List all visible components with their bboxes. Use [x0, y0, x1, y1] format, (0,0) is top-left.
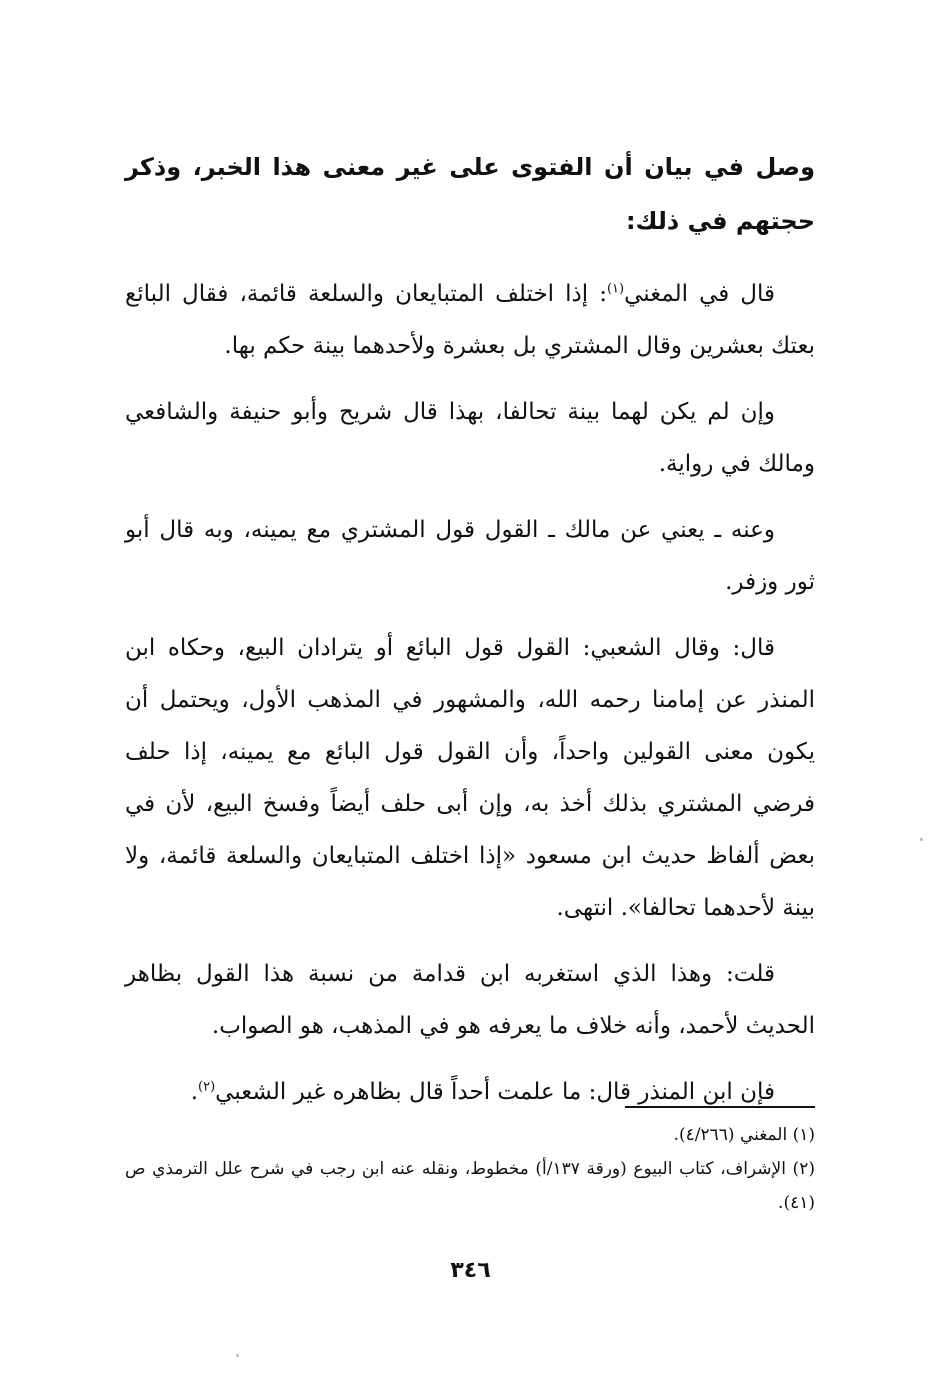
paragraph-text: قال في المغني: [624, 281, 775, 307]
footnote-divider: [625, 1106, 815, 1108]
paragraph-5: قلت: وهذا الذي استغربه ابن قدامة من نسبة هذا القول بظاهر الحديث لأحمد، وأنه خلاف ما يعرفه هو في المذهب، هو الصواب.: [125, 961, 815, 1039]
paragraph-2: وإن لم يكن لهما بينة تحالفا، بهذا قال شريح وأبو حنيفة والشافعي ومالك في رواية.: [125, 399, 815, 477]
paragraph-1: [125, 268, 815, 372]
paragraph-text: فإن ابن المنذر قال: ما علمت أحداً قال بظاهره غير الشعبي: [215, 1079, 775, 1105]
paragraph-text: : إذا اختلف المتبايعان والسلعة قائمة، فقال البائع بعتك بعشرين وقال المشتري بل بعشرة ولأحدهما بينة حكم بها.: [125, 281, 815, 359]
paragraph-text: .: [190, 1079, 199, 1105]
footnotes: [125, 1118, 815, 1220]
footnote-reference-1[interactable]: (١): [606, 281, 625, 297]
paragraph-3: وعنه ـ يعني عن مالك ـ القول قول المشتري مع يمينه، وبه قال أبو ثور وزفر.: [125, 517, 815, 595]
paragraph-6: [125, 1066, 815, 1118]
footnote-reference-2[interactable]: (٢): [198, 1079, 216, 1095]
section-heading: وصل في بيان أن الفتوى على غير معنى هذا الخبر، وذكر حجتهم في ذلك:: [125, 153, 815, 235]
page-number: ٣٤٦: [450, 1258, 491, 1283]
footnote-2: (٢) الإشراف، كتاب البيوع (ورقة ١٣٧/أ) مخطوط، ونقله عنه ابن رجب في شرح علل الترمذي ص (٤١).: [125, 1159, 815, 1213]
scan-speck: [236, 1354, 239, 1357]
main-text: [125, 140, 815, 1118]
scan-speck: [920, 838, 923, 841]
footnote-1: (١) المغني (٤/٢٦٦).: [673, 1125, 815, 1145]
paragraph-4: قال: وقال الشعبي: القول قول البائع أو يترادان البيع، وحكاه ابن المنذر عن إمامنا رحمه الله، والمشهور في المذهب الأول، ويحتمل أن يكون معنى القولين واحداً، وأن القول قول البائع مع يمينه، إذا حلف فرضي المشتري بذلك أخذ به، وإن أبى حلف أيضاً وفسخ البيع، لأن في بعض ألفاظ حديث ابن مسعود «إذا اختلف المتبايعان والسلعة قائمة، ولا بينة لأحدهما تحالفا». انتهى.: [125, 635, 815, 921]
